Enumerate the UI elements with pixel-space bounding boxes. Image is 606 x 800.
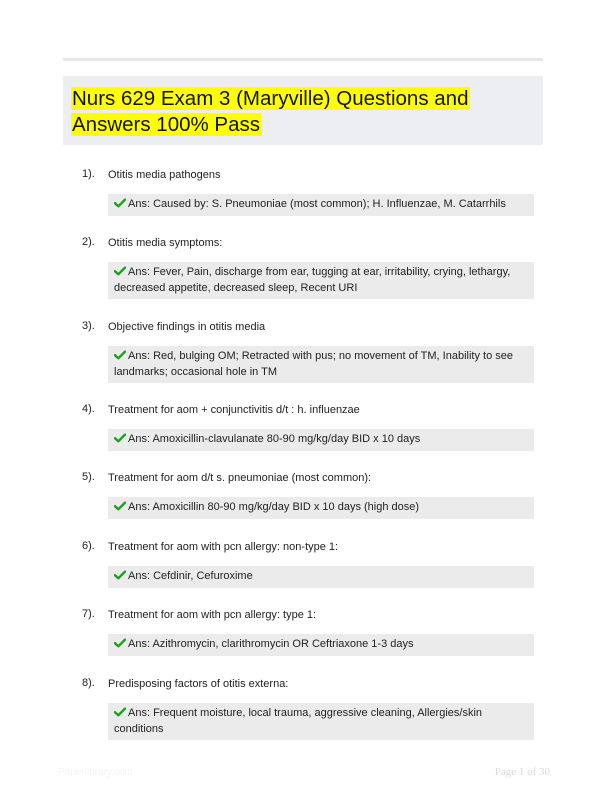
page-title-text: Nurs 629 Exam 3 (Maryville) Questions and Answers 100% Pass	[72, 87, 469, 136]
question-number: 8).	[82, 677, 95, 689]
question-text: Treatment for aom with pcn allergy: type 1:	[108, 609, 317, 621]
answer-box	[108, 262, 534, 299]
answer-box	[108, 346, 534, 383]
answer-text: Ans: Red, bulging OM; Retracted with pus; no movement of TM, Inability to see landmarks; occasional hole in TM	[114, 350, 513, 378]
check-icon	[114, 570, 126, 580]
question-number: 7).	[82, 608, 95, 620]
check-icon	[114, 350, 126, 360]
footer-site: Paperlibrary.com	[58, 767, 133, 778]
question-number: 1).	[82, 168, 95, 180]
page-number: Page 1 of 30	[494, 766, 550, 778]
answer-text: Ans: Cefdinir, Cefuroxime	[128, 570, 253, 582]
answer-text: Ans: Frequent moisture, local trauma, aggressive cleaning, Allergies/skin conditions	[114, 707, 483, 735]
question-number: 3).	[82, 320, 95, 332]
answer-box	[108, 634, 534, 656]
check-icon	[114, 266, 126, 276]
check-icon	[114, 433, 126, 443]
question-text: Predisposing factors of otitis externa:	[108, 678, 289, 690]
question-text: Otitis media symptoms:	[108, 237, 223, 249]
question-text: Treatment for aom d/t s. pneumoniae (most common):	[108, 472, 372, 484]
answer-text: Ans: Azithromycin, clarithromycin OR Ceftriaxone 1-3 days	[128, 638, 414, 650]
answer-box	[108, 194, 534, 216]
answer-box	[108, 429, 534, 451]
question-text: Treatment for aom with pcn allergy: non-type 1:	[108, 541, 339, 553]
question-number: 5).	[82, 471, 95, 483]
answer-box	[108, 497, 534, 519]
question-number: 4).	[82, 403, 95, 415]
answer-box	[108, 703, 534, 740]
question-text: Objective findings in otitis media	[108, 321, 266, 333]
question-number: 6).	[82, 540, 95, 552]
check-icon	[114, 707, 126, 717]
question-text: Otitis media pathogens	[108, 169, 221, 181]
answer-text: Ans: Amoxicillin 80-90 mg/kg/day BID x 10 days (high dose)	[128, 501, 420, 513]
page-title	[71, 86, 535, 137]
answer-box	[108, 566, 534, 588]
question-number: 2).	[82, 236, 95, 248]
answer-text: Ans: Caused by: S. Pneumoniae (most common); H. Influenzae, M. Catarrhils	[128, 198, 506, 210]
answer-text: Ans: Fever, Pain, discharge from ear, tugging at ear, irritability, crying, lethargy, decreased appetite, decreased sleep, Recent URI	[114, 266, 511, 294]
answer-text: Ans: Amoxicillin-clavulanate 80-90 mg/kg/day BID x 10 days	[128, 433, 421, 445]
check-icon	[114, 198, 126, 208]
check-icon	[114, 501, 126, 511]
top-divider	[63, 58, 543, 61]
question-text: Treatment for aom + conjunctivitis d/t : h. influenzae	[108, 404, 360, 416]
check-icon	[114, 638, 126, 648]
title-banner	[63, 76, 543, 145]
